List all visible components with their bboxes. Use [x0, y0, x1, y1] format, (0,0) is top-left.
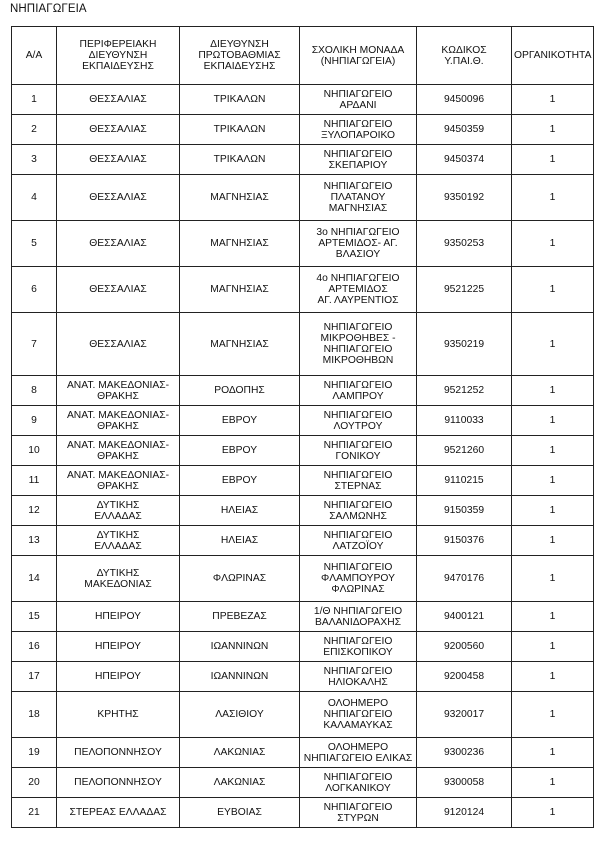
code-cell: 9300058: [417, 768, 512, 798]
directorate-cell: ΛΑΣΙΘΙΟΥ: [180, 692, 300, 738]
organikotita-cell: 1: [512, 267, 594, 313]
directorate-cell: ΛΑΚΩΝΙΑΣ: [180, 738, 300, 768]
code-cell: 9470176: [417, 556, 512, 602]
organikotita-cell: 1: [512, 602, 594, 632]
school-cell: ΝΗΠΙΑΓΩΓΕΙΟ ΜΙΚΡΟΘΗΒΕΣ - ΝΗΠΙΑΓΩΓΕΙΟ ΜΙΚΡΟΘΗΒΩΝ: [300, 313, 417, 376]
directorate-cell: ΜΑΓΝΗΣΙΑΣ: [180, 175, 300, 221]
code-cell: 9521252: [417, 376, 512, 406]
table-row: [12, 85, 594, 115]
column-header-organikotita: ΟΡΓΑΝΙΚΟΤΗΤΑ: [512, 27, 594, 85]
table-row: [12, 768, 594, 798]
organikotita-cell: 1: [512, 85, 594, 115]
school-cell: ΝΗΠΙΑΓΩΓΕΙΟ ΑΡΔΑΝΙ: [300, 85, 417, 115]
row-number: 6: [12, 267, 57, 313]
table-row: [12, 632, 594, 662]
row-number: 7: [12, 313, 57, 376]
region-cell: ΘΕΣΣΑΛΙΑΣ: [57, 175, 180, 221]
table-row: [12, 221, 594, 267]
school-cell: ΝΗΠΙΑΓΩΓΕΙΟ ΛΟΥΤΡΟΥ: [300, 406, 417, 436]
code-cell: 9350253: [417, 221, 512, 267]
organikotita-cell: 1: [512, 526, 594, 556]
directorate-cell: ΗΛΕΙΑΣ: [180, 496, 300, 526]
region-cell: ΘΕΣΣΑΛΙΑΣ: [57, 145, 180, 175]
school-cell: ΝΗΠΙΑΓΩΓΕΙΟ ΦΛΑΜΠΟΥΡΟΥ ΦΛΩΡΙΝΑΣ: [300, 556, 417, 602]
directorate-cell: ΤΡΙΚΑΛΩΝ: [180, 115, 300, 145]
school-cell: ΝΗΠΙΑΓΩΓΕΙΟ ΛΟΓΚΑΝΙΚΟΥ: [300, 768, 417, 798]
column-header-aa: Α/Α: [12, 27, 57, 85]
row-number: 16: [12, 632, 57, 662]
row-number: 17: [12, 662, 57, 692]
region-cell: ΠΕΛΟΠΟΝΝΗΣΟΥ: [57, 768, 180, 798]
region-cell: ΗΠΕΙΡΟΥ: [57, 632, 180, 662]
directorate-cell: ΜΑΓΝΗΣΙΑΣ: [180, 221, 300, 267]
code-cell: 9150359: [417, 496, 512, 526]
school-cell: ΝΗΠΙΑΓΩΓΕΙΟ ΛΑΤΖΟΪΟΥ: [300, 526, 417, 556]
row-number: 14: [12, 556, 57, 602]
row-number: 20: [12, 768, 57, 798]
code-cell: 9450374: [417, 145, 512, 175]
region-cell: ΔΥΤΙΚΗΣ ΕΛΛΑΔΑΣ: [57, 526, 180, 556]
region-cell: ΘΕΣΣΑΛΙΑΣ: [57, 313, 180, 376]
row-number: 21: [12, 798, 57, 828]
organikotita-cell: 1: [512, 436, 594, 466]
organikotita-cell: 1: [512, 175, 594, 221]
column-header-school: ΣΧΟΛΙΚΗ ΜΟΝΑΔΑ (ΝΗΠΙΑΓΩΓΕΙΑ): [300, 27, 417, 85]
table-row: [12, 406, 594, 436]
school-cell: ΝΗΠΙΑΓΩΓΕΙΟ ΛΑΜΠΡΟΥ: [300, 376, 417, 406]
table-row: [12, 662, 594, 692]
code-cell: 9300236: [417, 738, 512, 768]
directorate-cell: ΙΩΑΝΝΙΝΩΝ: [180, 632, 300, 662]
organikotita-cell: 1: [512, 632, 594, 662]
directorate-cell: ΜΑΓΝΗΣΙΑΣ: [180, 267, 300, 313]
code-cell: 9150376: [417, 526, 512, 556]
directorate-cell: ΗΛΕΙΑΣ: [180, 526, 300, 556]
table-header-row: [12, 27, 594, 85]
code-cell: 9200458: [417, 662, 512, 692]
code-cell: 9110033: [417, 406, 512, 436]
school-cell: ΝΗΠΙΑΓΩΓΕΙΟ ΞΥΛΟΠΑΡΟΙΚΟ: [300, 115, 417, 145]
school-cell: ΝΗΠΙΑΓΩΓΕΙΟ ΣΤΥΡΩΝ: [300, 798, 417, 828]
organikotita-cell: 1: [512, 662, 594, 692]
school-cell: ΝΗΠΙΑΓΩΓΕΙΟ ΕΠΙΣΚΟΠΙΚΟΥ: [300, 632, 417, 662]
row-number: 19: [12, 738, 57, 768]
table-row: [12, 267, 594, 313]
code-cell: 9110215: [417, 466, 512, 496]
table-row: [12, 376, 594, 406]
row-number: 3: [12, 145, 57, 175]
school-cell: ΝΗΠΙΑΓΩΓΕΙΟ ΓΟΝΙΚΟΥ: [300, 436, 417, 466]
region-cell: ΑΝΑΤ. ΜΑΚΕΔΟΝΙΑΣ- ΘΡΑΚΗΣ: [57, 466, 180, 496]
school-cell: ΝΗΠΙΑΓΩΓΕΙΟ ΣΚΕΠΑΡΙΟΥ: [300, 145, 417, 175]
directorate-cell: ΕΥΒΟΙΑΣ: [180, 798, 300, 828]
organikotita-cell: 1: [512, 798, 594, 828]
organikotita-cell: 1: [512, 496, 594, 526]
region-cell: ΑΝΑΤ. ΜΑΚΕΔΟΝΙΑΣ- ΘΡΑΚΗΣ: [57, 376, 180, 406]
region-cell: ΚΡΗΤΗΣ: [57, 692, 180, 738]
region-cell: ΔΥΤΙΚΗΣ ΜΑΚΕΔΟΝΙΑΣ: [57, 556, 180, 602]
region-cell: ΠΕΛΟΠΟΝΝΗΣΟΥ: [57, 738, 180, 768]
table-row: [12, 313, 594, 376]
directorate-cell: ΤΡΙΚΑΛΩΝ: [180, 85, 300, 115]
table-row: [12, 436, 594, 466]
code-cell: 9320017: [417, 692, 512, 738]
school-cell: ΝΗΠΙΑΓΩΓΕΙΟ ΣΑΛΜΩΝΗΣ: [300, 496, 417, 526]
region-cell: ΗΠΕΙΡΟΥ: [57, 602, 180, 632]
directorate-cell: ΕΒΡΟΥ: [180, 406, 300, 436]
organikotita-cell: 1: [512, 313, 594, 376]
region-cell: ΣΤΕΡΕΑΣ ΕΛΛΑΔΑΣ: [57, 798, 180, 828]
region-cell: ΘΕΣΣΑΛΙΑΣ: [57, 267, 180, 313]
page-title: ΝΗΠΙΑΓΩΓΕΙΑ: [10, 3, 87, 15]
school-cell: ΝΗΠΙΑΓΩΓΕΙΟ ΠΛΑΤΑΝΟΥ ΜΑΓΝΗΣΙΑΣ: [300, 175, 417, 221]
school-cell: 1/Θ ΝΗΠΙΑΓΩΓΕΙΟ ΒΑΛΑΝΙΔΟΡΑΧΗΣ: [300, 602, 417, 632]
organikotita-cell: 1: [512, 221, 594, 267]
column-header-region: ΠΕΡΙΦΕΡΕΙΑΚΗ ΔΙΕΥΘΥΝΣΗ ΕΚΠΑΙΔΕΥΣΗΣ: [57, 27, 180, 85]
table-row: [12, 496, 594, 526]
region-cell: ΘΕΣΣΑΛΙΑΣ: [57, 85, 180, 115]
school-cell: 3ο ΝΗΠΙΑΓΩΓΕΙΟ ΑΡΤΕΜΙΔΟΣ- ΑΓ. ΒΛΑΣΙΟΥ: [300, 221, 417, 267]
school-cell: ΝΗΠΙΑΓΩΓΕΙΟ ΗΛΙΟΚΑΛΗΣ: [300, 662, 417, 692]
code-cell: 9120124: [417, 798, 512, 828]
table-row: [12, 526, 594, 556]
table-row: [12, 175, 594, 221]
row-number: 8: [12, 376, 57, 406]
row-number: 13: [12, 526, 57, 556]
table-row: [12, 738, 594, 768]
table-row: [12, 115, 594, 145]
organikotita-cell: 1: [512, 466, 594, 496]
directorate-cell: ΡΟΔΟΠΗΣ: [180, 376, 300, 406]
table-row: [12, 466, 594, 496]
row-number: 11: [12, 466, 57, 496]
table-body: [12, 85, 594, 828]
directorate-cell: ΙΩΑΝΝΙΝΩΝ: [180, 662, 300, 692]
directorate-cell: ΠΡΕΒΕΖΑΣ: [180, 602, 300, 632]
directorate-cell: ΦΛΩΡΙΝΑΣ: [180, 556, 300, 602]
code-cell: 9350192: [417, 175, 512, 221]
row-number: 9: [12, 406, 57, 436]
directorate-cell: ΕΒΡΟΥ: [180, 466, 300, 496]
organikotita-cell: 1: [512, 768, 594, 798]
row-number: 1: [12, 85, 57, 115]
organikotita-cell: 1: [512, 406, 594, 436]
table-row: [12, 602, 594, 632]
school-cell: ΟΛΟΗΜΕΡΟ ΝΗΠΙΑΓΩΓΕΙΟ ΕΛΙΚΑΣ: [300, 738, 417, 768]
row-number: 15: [12, 602, 57, 632]
directorate-cell: ΛΑΚΩΝΙΑΣ: [180, 768, 300, 798]
code-cell: 9450359: [417, 115, 512, 145]
organikotita-cell: 1: [512, 692, 594, 738]
region-cell: ΘΕΣΣΑΛΙΑΣ: [57, 115, 180, 145]
region-cell: ΗΠΕΙΡΟΥ: [57, 662, 180, 692]
school-cell: ΟΛΟΗΜΕΡΟ ΝΗΠΙΑΓΩΓΕΙΟ ΚΑΛΑΜΑΥΚΑΣ: [300, 692, 417, 738]
region-cell: ΔΥΤΙΚΗΣ ΕΛΛΑΔΑΣ: [57, 496, 180, 526]
directorate-cell: ΕΒΡΟΥ: [180, 436, 300, 466]
school-cell: ΝΗΠΙΑΓΩΓΕΙΟ ΣΤΕΡΝΑΣ: [300, 466, 417, 496]
row-number: 2: [12, 115, 57, 145]
directorate-cell: ΤΡΙΚΑΛΩΝ: [180, 145, 300, 175]
row-number: 5: [12, 221, 57, 267]
column-header-directorate: ΔΙΕΥΘΥΝΣΗ ΠΡΩΤΟΒΑΘΜΙΑΣ ΕΚΠΑΙΔΕΥΣΗΣ: [180, 27, 300, 85]
organikotita-cell: 1: [512, 556, 594, 602]
organikotita-cell: 1: [512, 145, 594, 175]
code-cell: 9521260: [417, 436, 512, 466]
directorate-cell: ΜΑΓΝΗΣΙΑΣ: [180, 313, 300, 376]
column-header-code: ΚΩΔΙΚΟΣ Υ.ΠΑΙ.Θ.: [417, 27, 512, 85]
code-cell: 9200560: [417, 632, 512, 662]
school-cell: 4ο ΝΗΠΙΑΓΩΓΕΙΟ ΑΡΤΕΜΙΔΟΣ ΑΓ. ΛΑΥΡΕΝΤΙΟΣ: [300, 267, 417, 313]
code-cell: 9521225: [417, 267, 512, 313]
row-number: 12: [12, 496, 57, 526]
region-cell: ΘΕΣΣΑΛΙΑΣ: [57, 221, 180, 267]
code-cell: 9400121: [417, 602, 512, 632]
row-number: 18: [12, 692, 57, 738]
region-cell: ΑΝΑΤ. ΜΑΚΕΔΟΝΙΑΣ- ΘΡΑΚΗΣ: [57, 406, 180, 436]
row-number: 4: [12, 175, 57, 221]
table-row: [12, 556, 594, 602]
code-cell: 9350219: [417, 313, 512, 376]
table-row: [12, 798, 594, 828]
table-row: [12, 145, 594, 175]
code-cell: 9450096: [417, 85, 512, 115]
organikotita-cell: 1: [512, 376, 594, 406]
organikotita-cell: 1: [512, 115, 594, 145]
kindergartens-table: [11, 26, 594, 828]
table-row: [12, 692, 594, 738]
region-cell: ΑΝΑΤ. ΜΑΚΕΔΟΝΙΑΣ- ΘΡΑΚΗΣ: [57, 436, 180, 466]
organikotita-cell: 1: [512, 738, 594, 768]
row-number: 10: [12, 436, 57, 466]
